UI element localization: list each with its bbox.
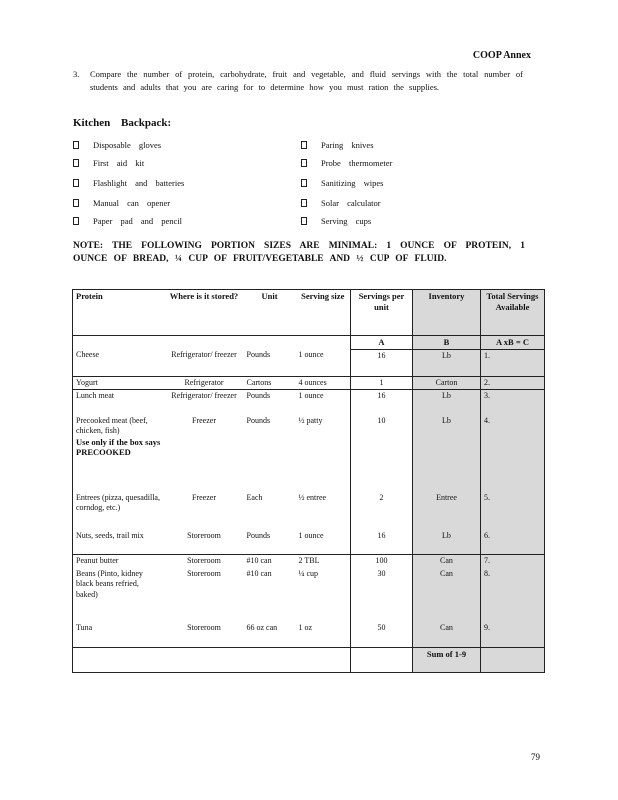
question-number: 3.	[73, 69, 80, 79]
table-row: Cheese Refrigerator/ freezer Pounds 1 ounce 16 Lb 1.	[73, 349, 545, 376]
annex-label: COOP Annex	[472, 50, 531, 61]
checkbox-icon	[73, 217, 79, 225]
checkbox-icon	[301, 179, 307, 187]
table-row: Entrees (pizza, quesadilla, corndog, etc.) Freezer Each ½ entree 2 Entree 5.	[73, 492, 545, 530]
subheader-b: B	[413, 336, 481, 350]
checkbox-icon	[301, 199, 307, 207]
portion-note: NOTE: THE FOLLOWING PORTION SIZES ARE MINIMAL: 1 OUNCE OF PROTEIN, 1 OUNCE OF BREAD, ¼ CUP OF FRUIT/VEGETABLE AND ½ CUP OF FLUID.	[73, 241, 525, 264]
checkbox-icon	[73, 141, 79, 149]
table-row: Beans (Pinto, kidney black beans refried, baked) Storeroom #10 can ¼ cup 30 Can 8.	[73, 568, 545, 622]
checklist-item: Serving cups	[301, 216, 371, 226]
header-serving-size: Serving size	[296, 290, 351, 336]
header-total: Total Servings Available	[481, 290, 545, 336]
checkbox-icon	[301, 217, 307, 225]
checkbox-icon	[301, 141, 307, 149]
header-protein: Protein	[73, 290, 165, 336]
checklist-item: Probe thermometer	[301, 158, 392, 168]
header-servings-per-unit: Servings per unit	[351, 290, 413, 336]
sum-value	[481, 648, 545, 673]
table-row: Peanut butter Storeroom #10 can 2 TBL 100 Can 7.	[73, 555, 545, 568]
checkbox-icon	[301, 159, 307, 167]
sum-label: Sum of 1-9	[413, 648, 481, 673]
header-unit: Unit	[244, 290, 296, 336]
header-where: Where is it stored?	[165, 290, 244, 336]
checklist-item: Sanitizing wipes	[301, 178, 383, 188]
checklist-item: Paper pad and pencil	[73, 216, 182, 226]
table-row: Precooked meat (beef, chicken, fish) Use only if the box says PRECOOKED Freezer Pounds ½ patty 10 Lb 4.	[73, 415, 545, 492]
table-row: Nuts, seeds, trail mix Storeroom Pounds 1 ounce 16 Lb 6.	[73, 530, 545, 555]
protein-inventory-table	[72, 289, 545, 673]
checklist-item: Manual can opener	[73, 198, 170, 208]
header-inventory: Inventory	[413, 290, 481, 336]
sum-row	[73, 648, 545, 673]
subheader-c: A xB = C	[481, 336, 545, 350]
checklist-item: First aid kit	[73, 158, 144, 168]
kitchen-backpack-title: Kitchen Backpack:	[73, 117, 172, 129]
checkbox-icon	[73, 159, 79, 167]
header-row	[73, 290, 545, 336]
question-3	[73, 68, 523, 94]
table-row: Yogurt Refrigerator Cartons 4 ounces 1 Carton 2.	[73, 376, 545, 390]
checklist-item: Flashlight and batteries	[73, 178, 184, 188]
subheader-row	[73, 336, 545, 350]
checklist-item: Paring knives	[301, 140, 374, 150]
table-row: Lunch meat Refrigerator/ freezer Pounds 1 ounce 16 Lb 3.	[73, 390, 545, 415]
checklist-item: Solar calculator	[301, 198, 381, 208]
checklist-item: Disposable gloves	[73, 140, 161, 150]
subheader-a: A	[351, 336, 413, 350]
checkbox-icon	[73, 179, 79, 187]
checkbox-icon	[73, 199, 79, 207]
kitchen-backpack-list	[73, 137, 533, 237]
table-row: Tuna Storeroom 66 oz can 1 oz 50 Can 9.	[73, 622, 545, 648]
question-text: Compare the number of protein, carbohydrate, fruit and vegetable, and fluid servings with the total number of students and adults that you are caring for to determine how you must ration the supplies.	[90, 69, 523, 92]
page-number: 79	[531, 752, 540, 762]
